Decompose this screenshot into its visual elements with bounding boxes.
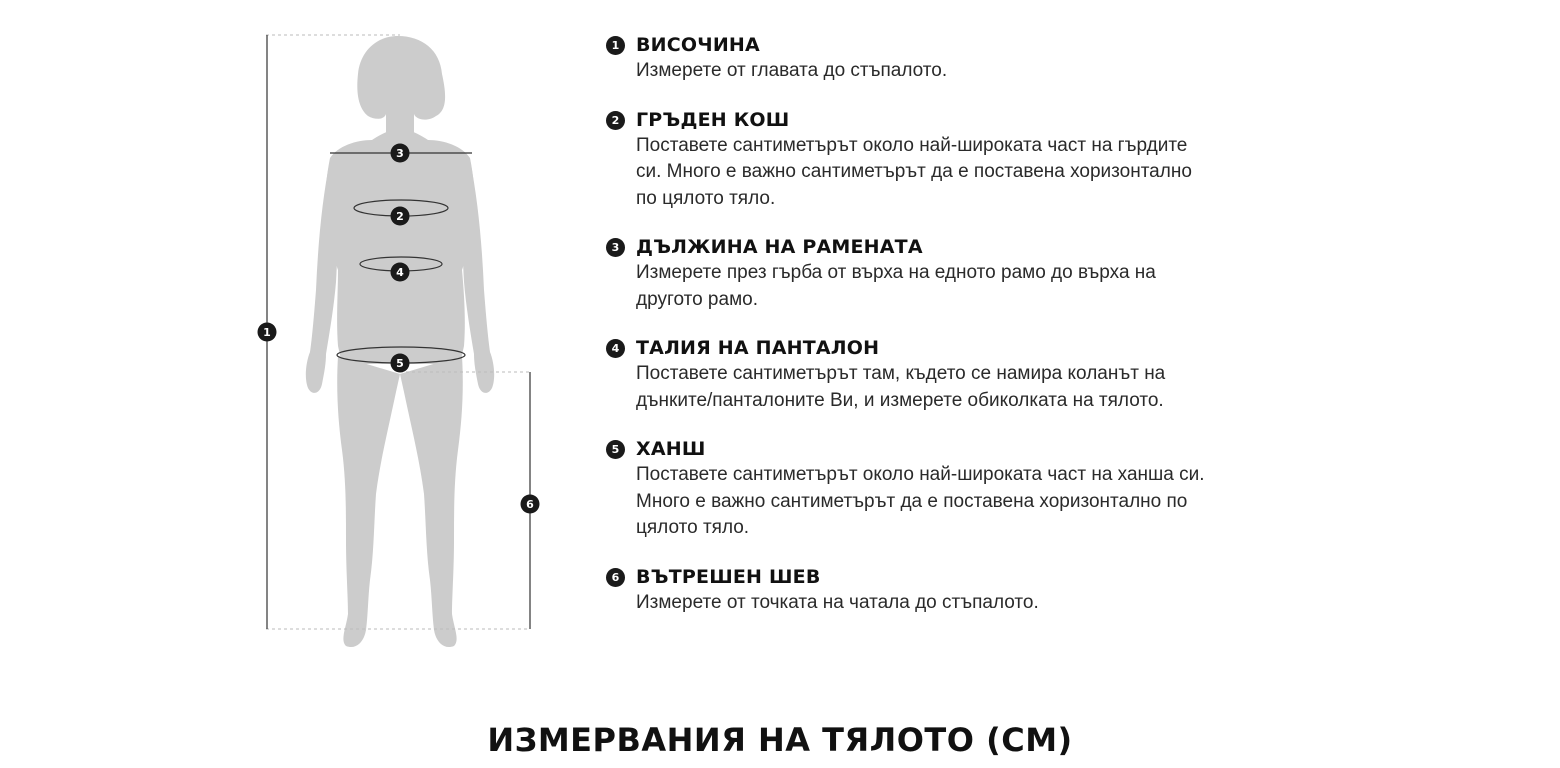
measurement-item-chest xyxy=(606,107,1226,213)
body-silhouette xyxy=(306,36,494,647)
item-title: ГРЪДЕН КОШ xyxy=(636,108,790,131)
item-number-badge: 5 xyxy=(606,440,625,459)
svg-text:4: 4 xyxy=(396,266,404,279)
item-description: Поставете сантиметърът около най-широката част на ханша си. Много е важно сантиметърът да е поставена хоризонтално по цялото тяло. xyxy=(636,464,1205,538)
marker-4 xyxy=(391,263,410,282)
item-title: ДЪЛЖИНА НА РАМЕНАТА xyxy=(636,236,923,258)
page-title: ИЗМЕРВАНИЯ НА ТЯЛОТО (CM) xyxy=(487,721,1073,759)
marker-2 xyxy=(391,207,410,226)
measurement-item-shoulder-length xyxy=(606,234,1226,313)
measurement-item-height xyxy=(606,32,1226,85)
item-description: Измерете от точката на чатала до стъпалото. xyxy=(636,591,1039,613)
measurement-item-hip xyxy=(606,436,1226,542)
marker-3 xyxy=(391,144,410,163)
measurement-item-inseam xyxy=(606,564,1226,617)
marker-5 xyxy=(391,354,410,373)
item-title: ТАЛИЯ НА ПАНТАЛОН xyxy=(636,337,880,359)
item-number-badge: 2 xyxy=(606,111,625,130)
marker-6 xyxy=(521,495,540,514)
item-number-badge: 6 xyxy=(606,568,625,587)
marker-1 xyxy=(258,323,277,342)
item-description: Измерете от главата до стъпалото. xyxy=(636,60,948,81)
item-title: ХАНШ xyxy=(636,438,706,460)
measurement-list xyxy=(606,32,1226,638)
svg-text:6: 6 xyxy=(526,498,534,511)
item-description: Поставете сантиметърът около най-широката част на гърдите си. Много е важно сантиметърът да е поставена хоризонтално по цялото тяло. xyxy=(636,134,1192,209)
item-description: Поставете сантиметърът там, където се намира коланът на дънките/панталоните Ви, и измерете обиколката на тялото. xyxy=(636,363,1166,411)
item-number-badge: 1 xyxy=(606,36,625,55)
item-number-badge: 4 xyxy=(606,339,625,358)
svg-text:1: 1 xyxy=(263,326,271,339)
svg-text:3: 3 xyxy=(396,147,404,160)
measurement-item-trouser-waist xyxy=(606,335,1226,414)
item-title: ВЪТРЕШЕН ШЕВ xyxy=(636,565,821,588)
svg-text:2: 2 xyxy=(396,210,404,223)
body-diagram xyxy=(0,0,600,680)
item-description: Измерете през гърба от върха на едното рамо до върха на другото рамо. xyxy=(636,262,1156,310)
svg-text:5: 5 xyxy=(396,357,404,370)
item-number-badge: 3 xyxy=(606,238,625,257)
item-title: ВИСОЧИНА xyxy=(636,34,760,56)
